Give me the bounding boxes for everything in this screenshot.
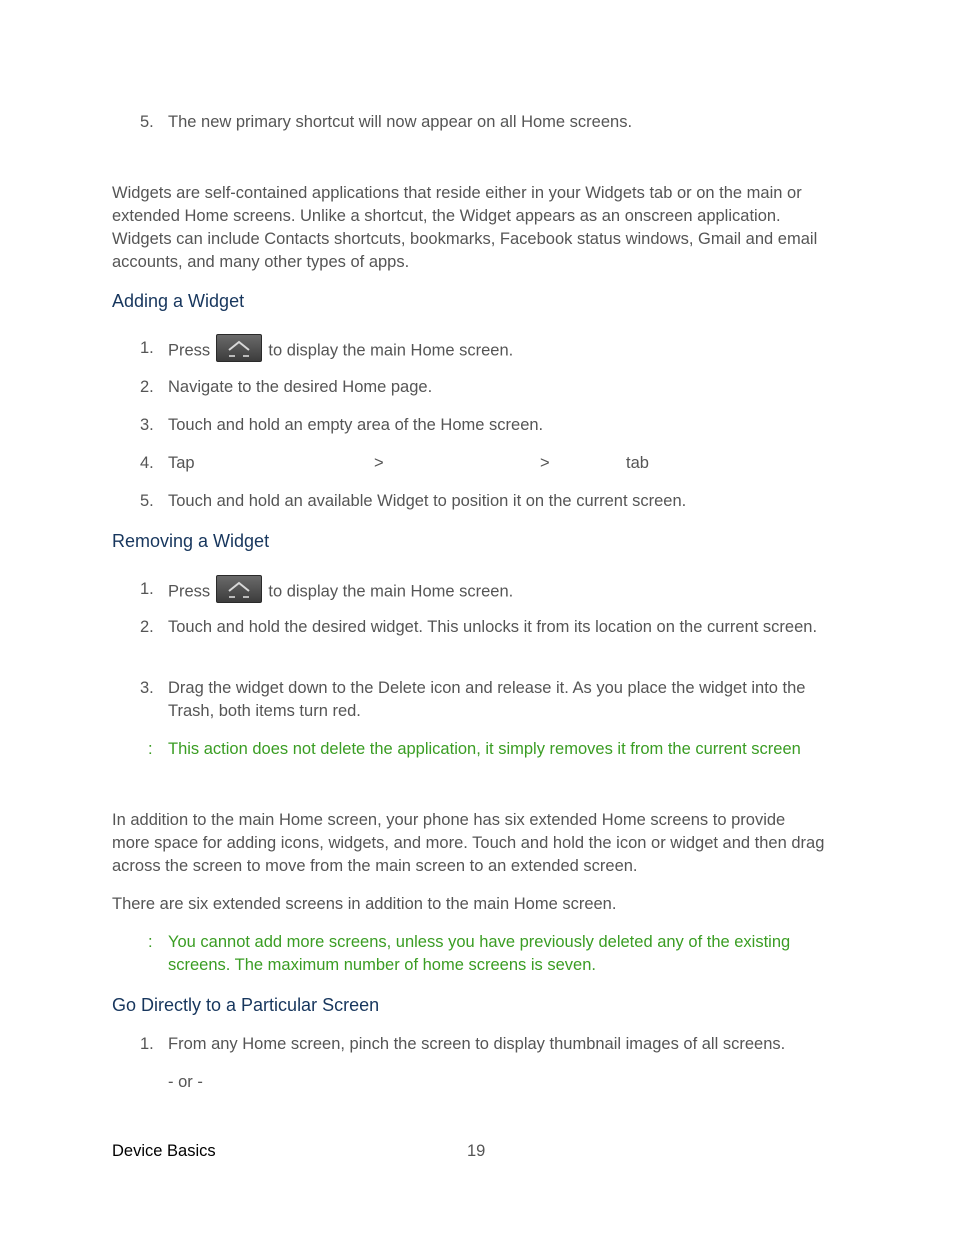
step-text-pre: Press [168, 582, 211, 601]
heading-adding-widget: Adding a Widget [112, 291, 245, 311]
footer-page-number: 19 [467, 1142, 486, 1160]
step-text-pre: Press [168, 341, 211, 360]
list-number: 5. [140, 492, 154, 510]
extended-screens-paragraph: In addition to the main Home screen, your phone has six extended Home screens to provide more space for adding icons, widgets, and more. Touch and hold the icon or widget and then drag across the screen to move from the main screen to an extended screen. [112, 811, 825, 875]
list-number: 3. [140, 679, 154, 697]
footer-section-name: Device Basics [112, 1142, 216, 1160]
step-separator: > [540, 454, 550, 472]
list-number: 2. [140, 378, 154, 396]
list-item-text: Touch and hold an empty area of the Home screen. [168, 416, 544, 434]
note-text: This action does not delete the application, it simply removes it from the current screen [168, 740, 801, 758]
list-number: 1. [140, 580, 154, 598]
step-tab-text: tab [626, 454, 649, 472]
list-number: 1. [140, 1035, 154, 1053]
list-number: 2. [140, 618, 154, 636]
or-separator: - or - [168, 1073, 203, 1091]
step-text-post: to display the main Home screen. [268, 582, 514, 601]
heading-removing-widget: Removing a Widget [112, 531, 270, 551]
list-number: 3. [140, 416, 154, 434]
list-item [168, 337, 838, 365]
widgets-intro-paragraph: Widgets are self-contained applications that reside either in your Widgets tab or on the main or extended Home screens. Unlike a shortcut, the Widget appears as an onscreen application. Widgets can include Contacts shortcuts, bookmarks, Facebook status windows, Gmail and email accounts, and many other types of apps. [112, 184, 818, 271]
list-number: 1. [140, 339, 154, 357]
list-item [168, 578, 838, 606]
list-item-text: Touch and hold the desired widget. This unlocks it from its location on the current screen. [168, 618, 818, 636]
list-item-text: From any Home screen, pinch the screen to display thumbnail images of all screens. [168, 1035, 786, 1053]
six-screens-paragraph: There are six extended screens in addition to the main Home screen. [112, 895, 617, 913]
list-item-text: Touch and hold an available Widget to position it on the current screen. [168, 492, 687, 510]
list-number: 4. [140, 454, 154, 472]
note-marker: : [148, 740, 153, 758]
heading-go-directly: Go Directly to a Particular Screen [112, 995, 380, 1015]
note-text: You cannot add more screens, unless you have previously deleted any of the existing screens. The maximum number of home screens is seven. [168, 933, 791, 974]
list-item-text: Navigate to the desired Home page. [168, 378, 433, 396]
step-separator: > [374, 454, 384, 472]
step-text-post: to display the main Home screen. [268, 341, 514, 360]
note-marker: : [148, 933, 153, 951]
list-number: 5. [140, 113, 154, 131]
step-tap-text: Tap [168, 454, 195, 472]
list-item-text: The new primary shortcut will now appear on all Home screens. [168, 113, 633, 131]
home-key-icon [216, 334, 262, 362]
home-key-icon [216, 575, 262, 603]
list-item-text: Drag the widget down to the Delete icon and release it. As you place the widget into the Trash, both items turn red. [168, 679, 806, 720]
